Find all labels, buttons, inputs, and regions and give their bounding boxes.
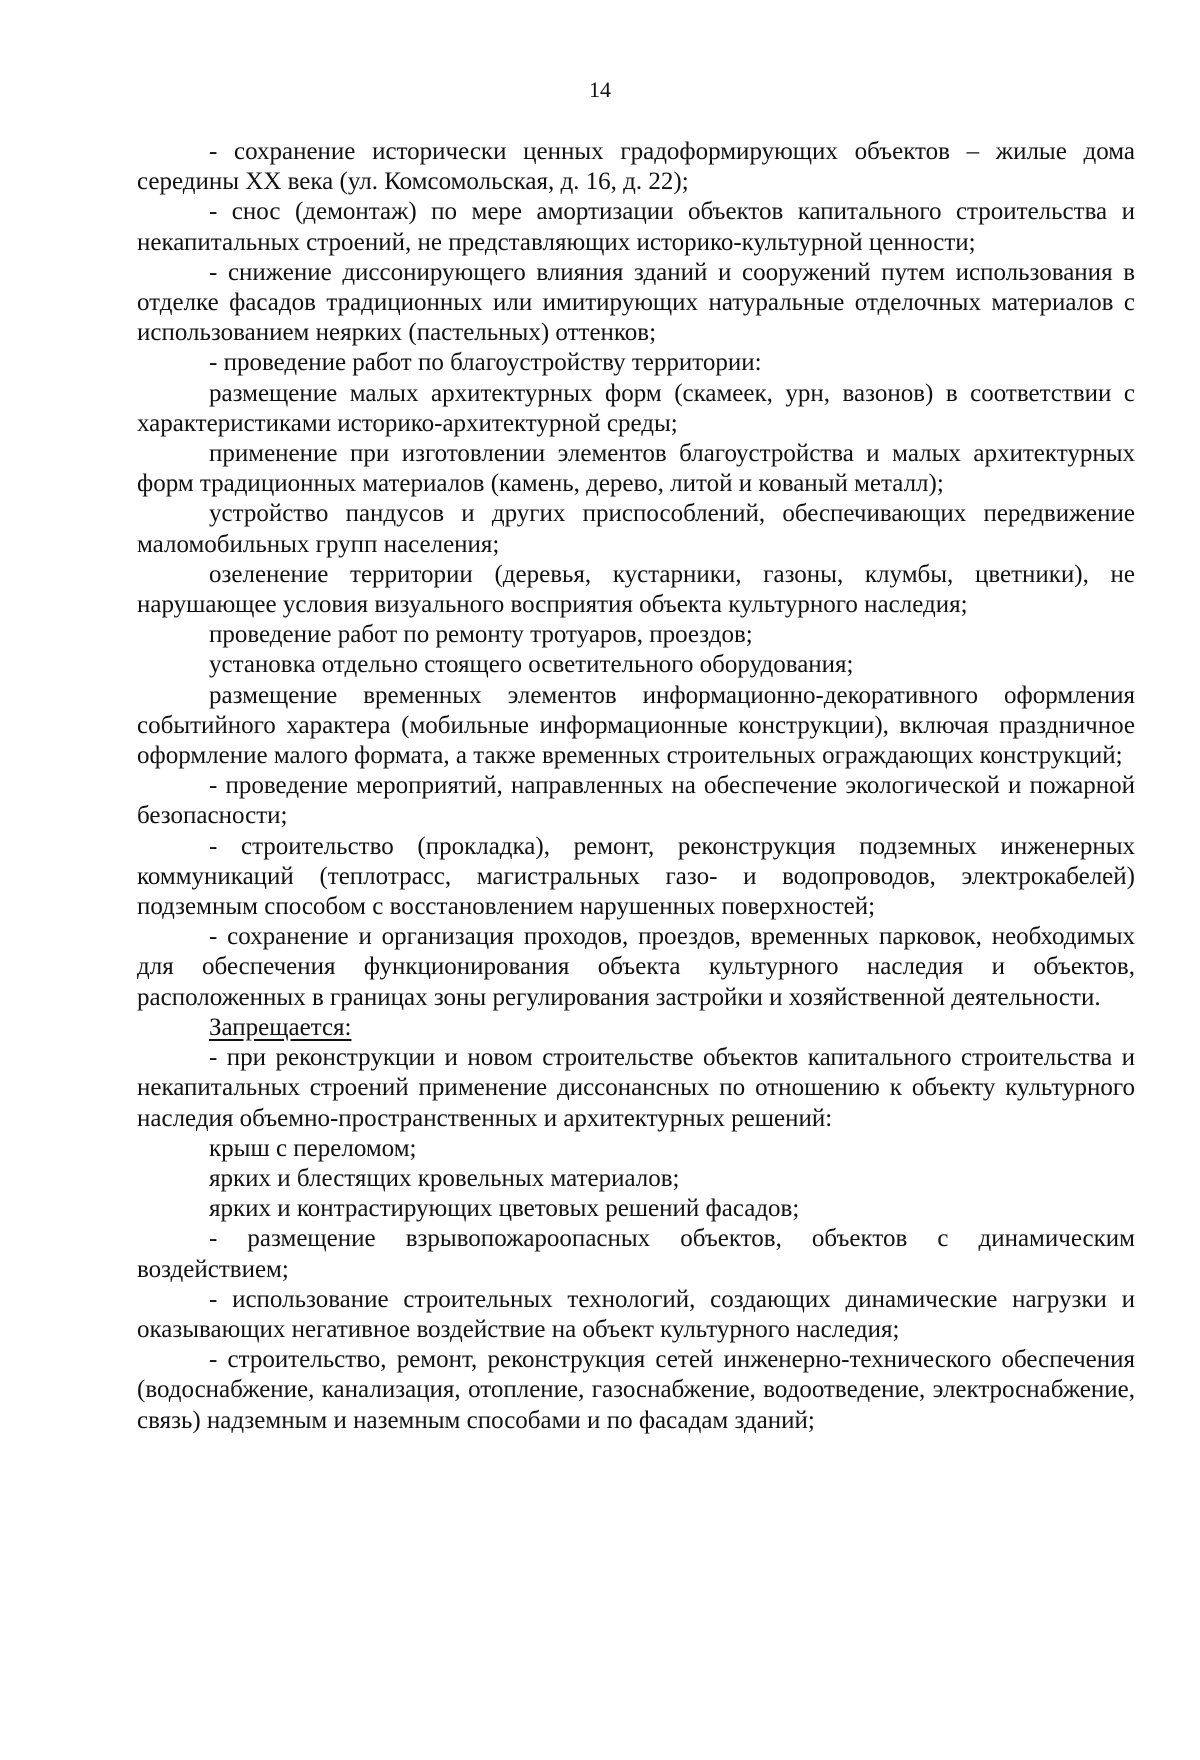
paragraph: размещение малых архитектурных форм (скамеек, урн, вазонов) в соответствии с характеристиками историко-архитектурной среды; — [137, 379, 1135, 437]
paragraph: - сохранение и организация проходов, проездов, временных парковок, необходимых для обеспечения функционирования объекта культурного наследия и объектов, расположенных в границах зоны регулирования застройки и хозяйственной деятельности. — [137, 923, 1135, 1011]
prohibited-heading-line — [137, 1013, 1135, 1043]
paragraph: - снос (демонтаж) по мере амортизации объектов капитального строительства и некапитальных строений, не представляющих историко-культурной ценности; — [137, 198, 1135, 256]
prohibited-paragraph: ярких и контрастирующих цветовых решений фасадов; — [209, 1195, 800, 1223]
prohibited-paragraph: - при реконструкции и новом строительстве объектов капитального строительства и некапитальных строений применение диссонансных по отношению к объекту культурного наследия объемно-пространственных и архитектурных решений: — [137, 1044, 1135, 1132]
paragraph: проведение работ по ремонту тротуаров, проездов; — [209, 621, 753, 649]
paragraph: - снижение диссонирующего влияния зданий и сооружений путем использования в отделке фасадов традиционных или имитирующих натуральные отделочных материалов с использованием неярких (пастельных) оттенков; — [137, 258, 1135, 347]
prohibited-paragraph: - размещение взрывопожароопасных объектов, объектов с динамическим воздействием; — [137, 1225, 1135, 1283]
paragraph: - строительство (прокладка), ремонт, реконструкция подземных инженерных коммуникаций (теплотрасс, магистральных газо- и водопроводов, электрокабелей) подземным способом с восстановлением нарушенных поверхностей; — [137, 832, 1135, 921]
paragraph: устройство пандусов и других приспособлений, обеспечивающих передвижение маломобильных групп населения; — [137, 500, 1135, 558]
prohibited-paragraph: - строительство, ремонт, реконструкция сетей инженерно-технического обеспечения (водоснабжение, канализация, отопление, газоснабжение, водоотведение, электроснабжение, связь) надземным и наземным способами и по фасадам зданий; — [137, 1346, 1135, 1434]
paragraph: - сохранение исторически ценных градоформирующих объектов – жилые дома середины XX века (ул. Комсомольская, д. 16, д. 22); — [137, 138, 1135, 196]
document-body — [137, 137, 1135, 1436]
prohibited-paragraph: - использование строительных технологий, создающих динамические нагрузки и оказывающих негативное воздействие на объект культурного наследия; — [137, 1285, 1135, 1343]
paragraph: озеленение территории (деревья, кустарники, газоны, клумбы, цветники), не нарушающее условия визуального восприятия объекта культурного наследия; — [137, 560, 1135, 619]
prohibited-paragraph: крыш с переломом; — [209, 1134, 417, 1162]
paragraph: - проведение мероприятий, направленных на обеспечение экологической и пожарной безопасности; — [137, 772, 1135, 830]
prohibited-paragraph: ярких и блестящих кровельных материалов; — [209, 1164, 680, 1192]
paragraph: - проведение работ по благоустройству территории: — [209, 349, 762, 377]
paragraph: установка отдельно стоящего осветительного оборудования; — [209, 651, 854, 679]
prohibited-heading: Запрещается: — [209, 1013, 352, 1041]
paragraph: применение при изготовлении элементов благоустройства и малых архитектурных форм традиционных материалов (камень, дерево, литой и кованый металл); — [137, 440, 1135, 498]
page-number: 14 — [589, 77, 611, 102]
paragraph: размещение временных элементов информационно-декоративного оформления событийного характера (мобильные информационные конструкции), включая праздничное оформление малого формата, а также временных строительных ограждающих конструкций; — [137, 681, 1135, 770]
